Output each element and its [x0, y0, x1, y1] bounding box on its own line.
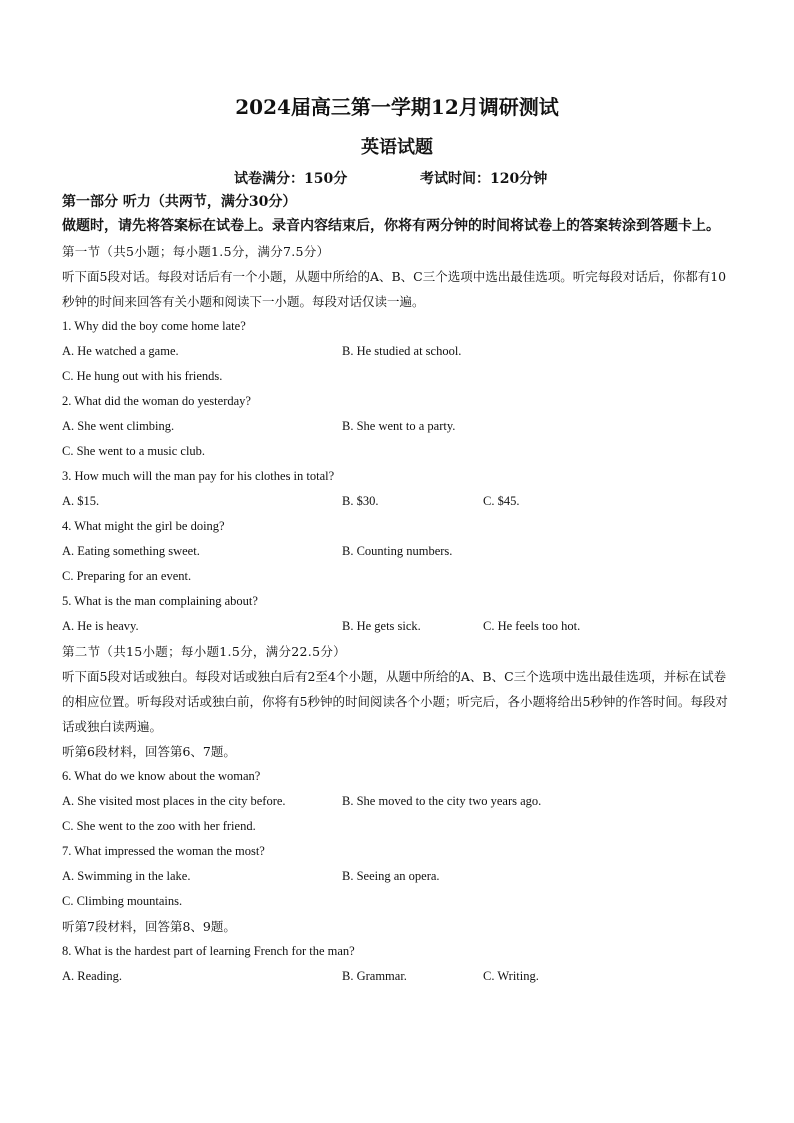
- section1-title: 第一节（共5小题；每小题1.5分，满分7.5分）: [62, 244, 330, 259]
- question-options: [62, 789, 732, 814]
- question-options: [62, 864, 732, 889]
- question-stem: 4. What might the girl be doing?: [62, 519, 225, 533]
- exam-title: 2024届高三第一学期12月调研测试: [235, 95, 559, 119]
- exam-subject: 英语试题: [361, 137, 433, 158]
- option-a: A. Swimming in the lake.: [62, 869, 191, 883]
- option-b: B. Counting numbers.: [342, 544, 453, 558]
- question-options: [62, 339, 732, 364]
- question-stem: 3. How much will the man pay for his clothes in total?: [62, 469, 335, 483]
- question-options: [62, 414, 732, 439]
- question-options: [62, 539, 732, 564]
- option-b: B. Grammar.: [342, 969, 407, 983]
- option-b: B. He studied at school.: [342, 344, 462, 358]
- option-a: A. He watched a game.: [62, 344, 179, 358]
- exam-meta: [62, 168, 732, 190]
- section1-instruction: 听下面5段对话。每段对话后有一个小题，从题中所给的A、B、C三个选项中选出最佳选项。听完每段对话后，你都有10秒钟的时间来回答有关小题和阅读下一小题。每段对话仅读一遍。: [62, 269, 727, 309]
- option-c: C. He hung out with his friends.: [62, 369, 223, 383]
- option-b: B. $30.: [342, 494, 379, 508]
- option-c: C. He feels too hot.: [483, 619, 581, 633]
- option-a: A. He is heavy.: [62, 619, 139, 633]
- question-options: [62, 489, 732, 514]
- option-b: B. He gets sick.: [342, 619, 421, 633]
- option-a: A. She went climbing.: [62, 419, 175, 433]
- option-b: B. She moved to the city two years ago.: [342, 794, 542, 808]
- part1-instruction: 做题时，请先将答案标在试卷上。录音内容结束后，你将有两分钟的时间将试卷上的答案转涂到答题卡上。: [62, 218, 720, 234]
- question-stem: 8. What is the hardest part of learning French for the man?: [62, 944, 355, 958]
- option-c: C. Writing.: [483, 969, 539, 983]
- section2-instruction: 听下面5段对话或独白。每段对话或独白后有2至4个小题，从题中所给的A、B、C三个选项中选出最佳选项，并标在试卷的相应位置。听每段对话或独白前，你将有5秒钟的时间阅读各个小题；听完后，各小题将给出5秒钟的作答时间。每段对话或独白读两遍。: [62, 669, 728, 734]
- option-c: C. Preparing for an event.: [62, 569, 192, 583]
- section2-title: 第二节（共15小题；每小题1.5分，满分22.5分）: [62, 644, 346, 659]
- option-c: C. $45.: [483, 494, 520, 508]
- question-stem: 1. Why did the boy come home late?: [62, 319, 246, 333]
- exam-time: 考试时间：120分钟: [420, 171, 548, 187]
- material-heading: 听第7段材料，回答第8、9题。: [62, 919, 236, 934]
- exam-score: 试卷满分：150分: [234, 171, 348, 187]
- question-stem: 2. What did the woman do yesterday?: [62, 394, 251, 408]
- question-options: [62, 964, 732, 989]
- option-c: C. Climbing mountains.: [62, 894, 183, 908]
- option-b: B. She went to a party.: [342, 419, 456, 433]
- option-c: C. She went to the zoo with her friend.: [62, 819, 256, 833]
- option-a: A. Reading.: [62, 969, 123, 983]
- option-a: A. $15.: [62, 494, 100, 508]
- material-heading: 听第6段材料，回答第6、7题。: [62, 744, 236, 759]
- exam-page: [62, 92, 732, 989]
- question-stem: 5. What is the man complaining about?: [62, 594, 258, 608]
- option-b: B. Seeing an opera.: [342, 869, 440, 883]
- option-c: C. She went to a music club.: [62, 444, 206, 458]
- part1-title: 第一部分 听力（共两节，满分30分）: [62, 194, 297, 210]
- option-a: A. Eating something sweet.: [62, 544, 200, 558]
- question-options: [62, 614, 732, 639]
- question-stem: 7. What impressed the woman the most?: [62, 844, 265, 858]
- question-stem: 6. What do we know about the woman?: [62, 769, 261, 783]
- option-a: A. She visited most places in the city before.: [62, 794, 286, 808]
